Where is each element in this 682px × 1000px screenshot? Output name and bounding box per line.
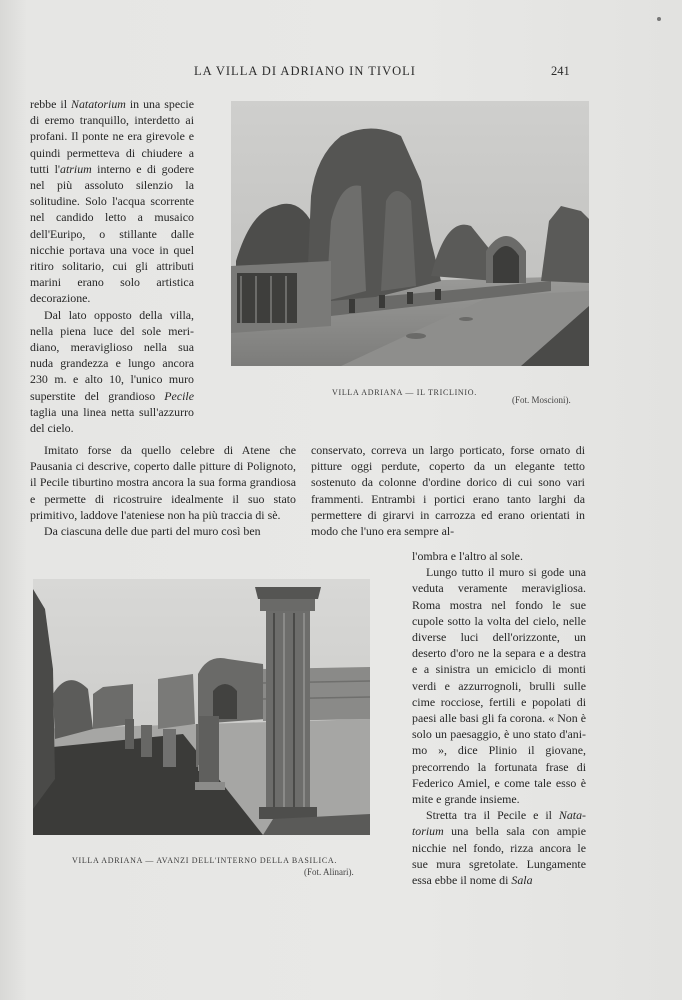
page-header bbox=[0, 64, 682, 80]
paragraph: Stretta tra il Pecile e il Natatorium una bella sala con ampie nicchie nel fondo, rizza ancora le sue mura sgretolate. Lungamente essa ebbe il nome di Sala bbox=[412, 808, 586, 888]
page-number: 241 bbox=[551, 64, 570, 78]
text-column-left-middle bbox=[30, 442, 296, 539]
paragraph: Lungo tutto il muro si gode una veduta veramente meravigliosa. Roma mostra nel fondo le sue cupole sotto la volta del cielo, nelle diverse luci dell'orizzonte, un deserto d'oro ne la separa e a destra e a sinistra un emiciclo di monti verdi e azzurrognoli, brulli sulle cime rocciose, fertili e popolati di paesi alle basi gli fa corona. « Non è solo un paesaggio, è uno stato d'animo », dice Plinio il giovane, precorrendo la fortunata frase di Federico Amiel, e come tale esso è mite e grande insieme. bbox=[412, 565, 586, 807]
paragraph: conservato, correva un largo porticato, forse ornato di pitture oggi perdute, coperto da un elegante tetto sostenuto da colonne d'ordine dorico di cui sono vari frammenti. Entrambi i portici erano tanto larghi da permettere di girarvi in carrozza ed erano orientati in modo che l'uno era sempre al- bbox=[311, 443, 585, 539]
photo-credit: (Fot. Moscioni). bbox=[512, 395, 571, 405]
paragraph: l'ombra e l'altro al sole. bbox=[412, 549, 523, 563]
photo-triclinio bbox=[231, 101, 589, 366]
speck bbox=[657, 17, 661, 21]
running-title: LA VILLA DI ADRIANO IN TIVOLI bbox=[194, 64, 416, 78]
paragraph: Dal lato opposto della villa, nella piena luce del sole meridiano, meraviglioso nella sua nuda grandezza e lungo ancora 230 m. e alto 10, l'unico muro superstite del grandioso Pecile taglia una linea netta sull'azzurro del cielo. bbox=[30, 307, 194, 436]
paragraph: Da ciascuna delle due parti del muro così ben bbox=[44, 524, 261, 539]
paragraph: Imitato forse da quello celebre di Atene che Pausania ci descrive, coperto dalle pitture di Polignoto, il Pecile tiburtino mostra ancora la sua forma grandiosa e permette di ricostruire idealmente il suo stato primitivo, laddove l'ateniese non ha più traccia di sè. bbox=[30, 443, 296, 522]
figure-caption: VILLA ADRIANA — AVANZI DELL'INTERNO DELLA BASILICA. bbox=[72, 856, 338, 865]
photo-credit: (Fot. Alinari). bbox=[304, 867, 354, 877]
basilica-ruins-image bbox=[33, 579, 370, 835]
text-column-right-bottom bbox=[412, 548, 586, 888]
text-column-left-top bbox=[30, 96, 194, 436]
paragraph: rebbe il Natatorium in una specie di eremo tranquillo, interdetto ai profani. Il ponte ne era girevole e quindi permetteva di chiudere a tutti l'atrium interno e di godere nel più assoluto silenzio la solitudine. Solo l'acqua scorrente nel candido letto a musaico dell'Euripo, o stillante dalle nicchie portava una voce in quel ritiro solitario, cui gli attributi marini erano solo artistica decorazione. bbox=[30, 97, 194, 306]
photo-basilica bbox=[33, 579, 370, 835]
text-column-right-middle bbox=[311, 442, 585, 539]
triclinio-ruins-image bbox=[231, 101, 589, 366]
figure-caption: VILLA ADRIANA — IL TRICLINIO. bbox=[332, 388, 477, 397]
